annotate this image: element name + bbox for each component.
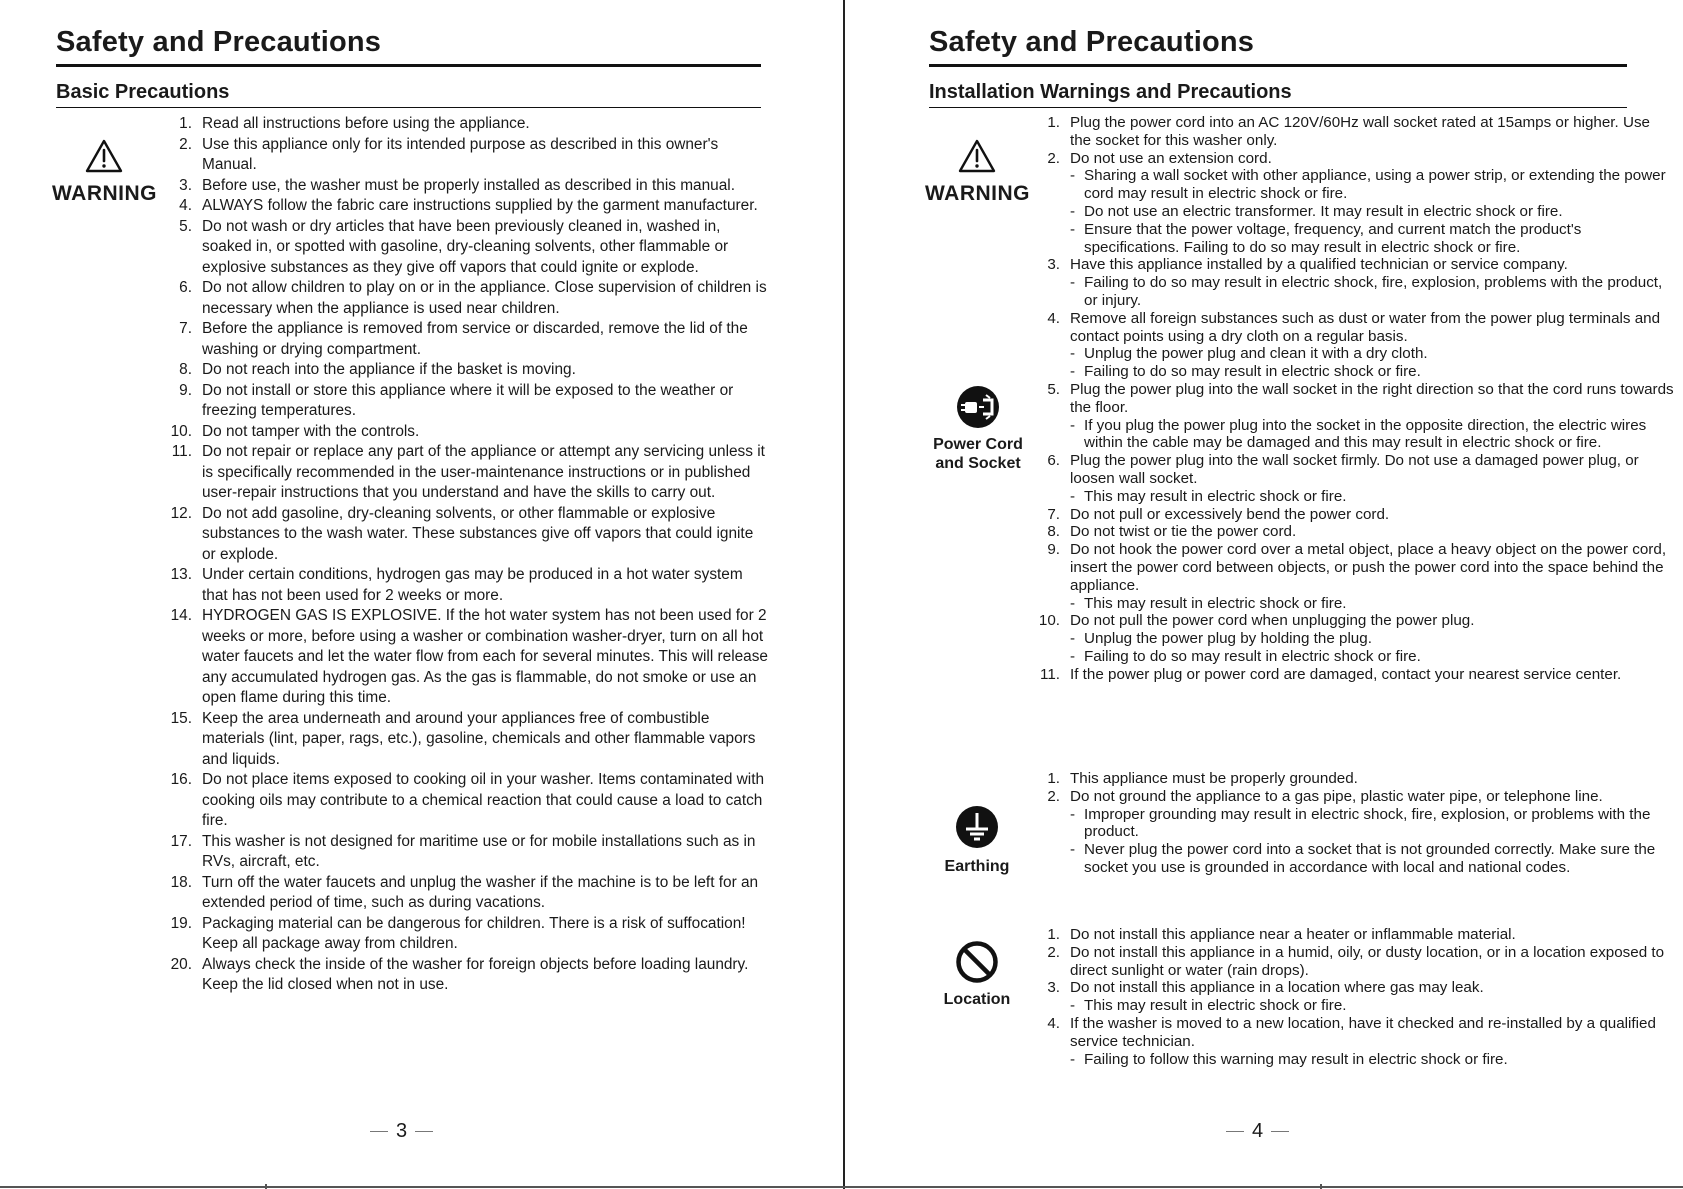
item-number: 10. <box>170 422 192 440</box>
item-number: 4. <box>1047 1014 1060 1032</box>
item-number: 13. <box>170 566 192 583</box>
list-item <box>1024 114 1674 150</box>
list-item <box>1024 541 1674 612</box>
item-number: 8. <box>179 361 192 378</box>
item-text: Remove all foreign substances such as dust or water from the power plug terminals and contact points using a dry cloth on a regular basis. <box>1070 309 1661 345</box>
list-item <box>160 565 770 606</box>
sub-item-text: - Unplug the power plug and clean it with a dry cloth. <box>1070 345 1674 363</box>
earthing-list <box>1024 770 1674 877</box>
item-number: 10. <box>1038 612 1060 630</box>
item-text: Do not repair or replace any part of the appliance or attempt any servicing unless it is specifically recommended in the user-maintenance instructions or in published user-repair instructions that you understand and have the skills to carry out. <box>202 443 765 501</box>
page-title: Safety and Precautions <box>929 26 1255 58</box>
list-item <box>160 832 770 873</box>
location-list <box>1024 926 1674 1068</box>
item-number: 4. <box>1047 309 1060 327</box>
list-item <box>1024 979 1674 1015</box>
list-item <box>1024 256 1674 309</box>
item-text: Do not wash or dry articles that have been previously cleaned in, washed in, soaked in, or spotted with gasoline, dry-cleaning solvents, other flammable or explosive substances as they give off vapors that could ignite or explode. <box>202 217 729 276</box>
unplug-icon <box>956 385 1000 429</box>
item-text: Under certain conditions, hydrogen gas may be produced in a hot water system that has not been used for 2 weeks or more. <box>202 566 743 604</box>
item-text: Plug the power plug into the wall socket firmly. Do not use a damaged power plug, or loosen wall socket. <box>1070 452 1639 487</box>
sub-item-text: - Failing to do so may result in electric shock or fire. <box>1070 363 1674 381</box>
list-item <box>160 442 770 504</box>
page-right <box>843 0 1683 1189</box>
item-text: Do not pull or excessively bend the power cord. <box>1070 505 1390 523</box>
location-label: Location <box>943 991 1011 1008</box>
sub-item-text: - Failing to do so may result in electric shock, fire, explosion, problems with the product, or injury. <box>1070 274 1674 310</box>
section-rule <box>56 107 761 108</box>
list-item <box>160 217 770 279</box>
item-text: Do not tamper with the controls. <box>202 422 420 440</box>
item-text: This washer is not designed for maritime use or for mobile installations such as in RVs, aircraft, etc. <box>202 832 756 870</box>
item-text: Do not add gasoline, dry-cleaning solvents, or other flammable or explosive substances to the wash water. These substances give off vapors that could ignite or explode. <box>202 504 754 563</box>
list-item <box>160 278 770 319</box>
item-text: Plug the power cord into an AC 120V/60Hz wall socket rated at 15amps or higher. Use the socket for this washer only. <box>1070 114 1650 149</box>
item-text: Do not pull the power cord when unplugging the power plug. <box>1070 612 1475 630</box>
section-rule <box>929 107 1627 108</box>
power-cord-label-1: Power Cord <box>933 436 1023 453</box>
warning-triangle-icon <box>84 138 124 174</box>
item-number: 5. <box>1047 380 1060 398</box>
item-text: Do not reach into the appliance if the basket is moving. <box>202 361 576 378</box>
warning-label: WARNING <box>925 182 1030 205</box>
warning-label-block <box>52 138 156 206</box>
item-text: Before use, the washer must be properly installed as described in this manual. <box>202 176 735 194</box>
item-number: 7. <box>1047 505 1060 523</box>
item-text: Do not use an extension cord. <box>1070 149 1272 167</box>
list-item <box>160 381 770 422</box>
item-number: 12. <box>170 504 192 522</box>
item-text: Have this appliance installed by a qualified technician or service company. <box>1070 256 1568 274</box>
list-item <box>160 770 770 832</box>
warning-label-block <box>925 138 1029 206</box>
list-item <box>160 319 770 360</box>
list-item <box>160 360 770 381</box>
item-number: 18. <box>170 873 192 891</box>
item-text: Do not twist or tie the power cord. <box>1070 523 1297 541</box>
item-text: Turn off the water faucets and unplug the washer if the machine is to be left for an extended period of time, such as during vacations. <box>202 873 759 911</box>
list-item <box>1024 770 1674 788</box>
sub-item-text: - Sharing a wall socket with other appliance, using a power strip, or extending the power cord may result in electric shock or fire. <box>1070 167 1674 203</box>
item-text: Do not install this appliance in a humid, oily, or dusty location, or in a location exposed to direct sunlight or water (rain drops). <box>1070 943 1665 979</box>
item-text: Use this appliance only for its intended purpose as described in this owner's Manual. <box>202 135 719 173</box>
item-number: 19. <box>170 914 192 932</box>
item-text: ALWAYS follow the fabric care instructions supplied by the garment manufacturer. <box>202 197 758 214</box>
item-text: If the power plug or power cord are damaged, contact your nearest service center. <box>1070 665 1622 683</box>
list-item <box>1024 381 1674 452</box>
item-number: 1. <box>179 115 192 132</box>
item-number: 11. <box>1040 665 1060 683</box>
list-item <box>160 135 770 176</box>
section-heading: Basic Precautions <box>56 81 230 103</box>
item-text: Keep the area underneath and around your appliances free of combustible materials (lint, paper, rags, etc.), gasoline, chemicals and other flammable vapors and liquids. <box>202 709 756 768</box>
list-item <box>1024 1015 1674 1068</box>
item-text: Packaging material can be dangerous for children. There is a risk of suffocation! Keep all package away from children. <box>202 914 746 952</box>
earthing-label-block <box>925 805 1029 876</box>
item-number: 4. <box>179 197 192 214</box>
list-item <box>160 504 770 566</box>
list-item <box>160 955 770 996</box>
sub-item-text: - If you plug the power plug into the socket in the opposite direction, the electric wires within the cable may be damaged and this may result in electric shock or fire. <box>1070 417 1674 453</box>
installation-list <box>1024 114 1674 684</box>
page-number <box>362 1120 441 1143</box>
item-text: Plug the power plug into the wall socket in the right direction so that the cord runs towards the floor. <box>1070 380 1674 416</box>
title-rule <box>929 64 1627 67</box>
list-item <box>1024 926 1674 944</box>
item-number: 2. <box>1047 149 1060 167</box>
item-text: HYDROGEN GAS IS EXPLOSIVE. If the hot water system has not been used for 2 weeks or more, before using a washer or combination washer-dryer, turn on all hot water faucets and let the water flow from each for several minutes. This will release any accumulated hydrogen gas. As the gas is flammable, do not smoke or use an open flame during this time. <box>202 607 768 706</box>
list-item <box>1024 944 1674 980</box>
list-item <box>1024 452 1674 505</box>
list-item <box>160 422 770 443</box>
item-number: 17. <box>170 832 192 850</box>
list-item <box>1024 150 1674 257</box>
list-item <box>160 873 770 914</box>
item-number: 2. <box>1047 787 1060 805</box>
item-text: Do not install or store this appliance where it will be exposed to the weather or freezing temperatures. <box>202 381 734 419</box>
earthing-label: Earthing <box>944 858 1010 875</box>
item-number: 9. <box>179 381 192 399</box>
ground-icon <box>955 805 999 849</box>
item-number: 5. <box>179 217 192 235</box>
list-item <box>160 914 770 955</box>
item-number: 1. <box>1047 114 1060 131</box>
prohibited-icon <box>955 940 999 984</box>
item-number: 2. <box>1047 943 1060 961</box>
list-item <box>1024 310 1674 381</box>
power-cord-label-block <box>923 385 1033 473</box>
warning-triangle-icon <box>957 138 997 174</box>
list-item <box>1024 523 1674 541</box>
sub-item-text: - Unplug the power plug by holding the plug. <box>1070 630 1674 648</box>
section-heading: Installation Warnings and Precautions <box>929 81 1292 103</box>
sub-item-text: - This may result in electric shock or fire. <box>1070 997 1674 1015</box>
sub-item-text: - Ensure that the power voltage, frequency, and current match the product's specifications. Failing to do so may result in electric shock or fire. <box>1070 221 1674 257</box>
item-number: 1. <box>1047 926 1060 943</box>
item-number: 1. <box>1047 770 1060 787</box>
list-item <box>160 709 770 771</box>
sub-item-text: - This may result in electric shock or fire. <box>1070 595 1674 613</box>
item-number: 3. <box>1047 979 1060 997</box>
title-rule <box>56 64 761 67</box>
item-text: Read all instructions before using the appliance. <box>202 115 530 132</box>
sub-item-text: - Improper grounding may result in electric shock, fire, explosion, or problems with the product. <box>1070 806 1674 842</box>
basic-precautions-list <box>160 114 770 996</box>
item-text: Do not install this appliance in a location where gas may leak. <box>1070 979 1484 997</box>
item-text: This appliance must be properly grounded. <box>1070 770 1358 787</box>
sub-item-text: - Failing to do so may result in electric shock or fire. <box>1070 648 1674 666</box>
item-text: Do not ground the appliance to a gas pipe, plastic water pipe, or telephone line. <box>1070 787 1603 805</box>
list-item <box>160 114 770 135</box>
item-text: Do not place items exposed to cooking oil in your washer. Items contaminated with cooking oils may contribute to a chemical reaction that could cause a load to catch fire. <box>202 771 765 829</box>
item-number: 6. <box>179 279 192 296</box>
page-number <box>1218 1120 1297 1143</box>
list-item <box>1024 666 1674 684</box>
item-number: 3. <box>1047 256 1060 274</box>
item-number: 6. <box>1047 452 1060 470</box>
sub-item-text: - Do not use an electric transformer. It may result in electric shock or fire. <box>1070 203 1674 221</box>
item-number: 3. <box>179 176 192 194</box>
item-text: Before the appliance is removed from service or discarded, remove the lid of the washing or drying compartment. <box>202 320 748 358</box>
bottom-rule <box>0 1186 1683 1188</box>
sub-item-text: - Failing to follow this warning may result in electric shock or fire. <box>1070 1051 1674 1069</box>
item-number: 15. <box>170 709 192 727</box>
page-title: Safety and Precautions <box>56 26 382 58</box>
list-item <box>160 606 770 709</box>
list-item <box>160 196 770 217</box>
item-text: Do not hook the power cord over a metal object, place a heavy object on the power cord, insert the power cord between objects, or push the power cord into the space behind the appliance. <box>1070 541 1667 594</box>
page-number-value: 3 <box>396 1120 408 1142</box>
page-number-value: 4 <box>1252 1120 1264 1142</box>
list-item <box>1024 612 1674 665</box>
item-text: Do not allow children to play on or in the appliance. Close supervision of children is necessary when the appliance is used near children. <box>202 279 767 317</box>
sub-item-text: - This may result in electric shock or fire. <box>1070 488 1674 506</box>
item-number: 9. <box>1047 541 1060 559</box>
item-number: 16. <box>170 771 192 788</box>
power-cord-label-2: and Socket <box>935 455 1021 472</box>
list-item <box>160 176 770 197</box>
sub-item-text: - Never plug the power cord into a socket that is not grounded correctly. Make sure the socket you use is grounded in accordance with local and national codes. <box>1070 841 1674 877</box>
item-number: 7. <box>179 320 192 337</box>
warning-label: WARNING <box>52 182 157 205</box>
item-number: 14. <box>170 607 192 624</box>
item-text: Always check the inside of the washer for foreign objects before loading laundry. Keep the lid closed when not in use. <box>202 955 749 993</box>
location-label-block <box>925 940 1029 1009</box>
item-number: 20. <box>170 955 192 973</box>
item-text: Do not install this appliance near a heater or inflammable material. <box>1070 926 1516 943</box>
item-number: 11. <box>171 443 192 460</box>
item-number: 2. <box>179 135 192 153</box>
list-item <box>1024 506 1674 524</box>
item-text: If the washer is moved to a new location, have it checked and re-installed by a qualified service technician. <box>1070 1014 1656 1050</box>
list-item <box>1024 788 1674 877</box>
item-number: 8. <box>1047 523 1060 541</box>
